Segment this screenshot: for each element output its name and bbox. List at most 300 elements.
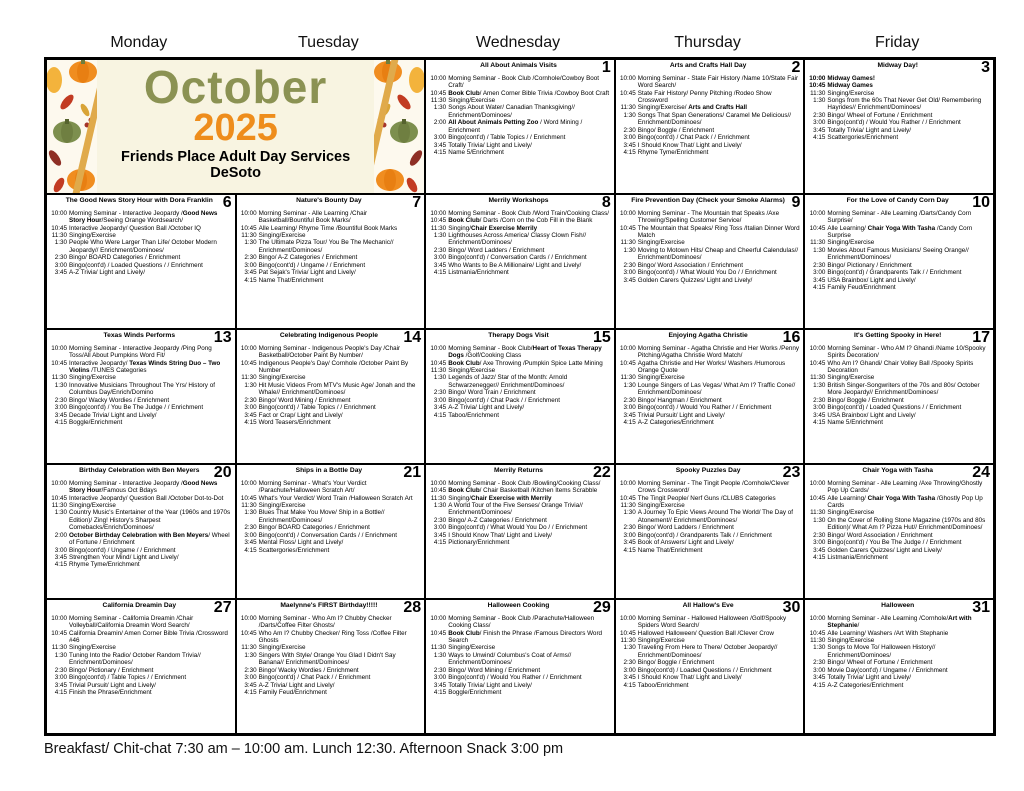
event-row xyxy=(617,509,802,524)
event-time: 10:00 xyxy=(809,209,826,217)
event-text: Singing/Exercise xyxy=(448,644,496,652)
event-text: Word Teasers/Enrichment xyxy=(258,418,331,426)
event-time: 11:30 xyxy=(620,239,636,247)
event-row xyxy=(617,382,802,397)
event-time: 10:45 xyxy=(430,217,447,225)
event-row xyxy=(617,134,802,141)
event-time: 10:00 xyxy=(240,344,257,352)
event-text: Bingo(cont'd) / What Would You Do / / Enrichment xyxy=(448,524,588,532)
event-time: 11:30 xyxy=(430,644,447,652)
event-text: A-Z Trivia/ Light and Lively/ xyxy=(448,404,525,412)
event-row xyxy=(806,637,991,644)
day-number: 16 xyxy=(782,329,801,346)
event-time: 10:00 xyxy=(809,614,826,622)
event-time: 2:30 xyxy=(433,389,447,397)
event-row xyxy=(427,75,612,90)
event-row xyxy=(48,419,233,426)
event-text: Bingo/ Boggle / Enrichment xyxy=(637,126,715,134)
event-time: 3:00 xyxy=(244,674,257,682)
event-time: 3:00 xyxy=(623,404,636,412)
event-row xyxy=(617,345,802,360)
event-text: Ways to Unwind/ Columbus's Coat of Arms// Enrichment/Dominoes/ xyxy=(448,651,572,667)
calendar-day-cell xyxy=(804,599,994,734)
event-time: 2:30 xyxy=(813,111,826,119)
event-time: 11:30 xyxy=(241,374,257,382)
event-time: 4:15 xyxy=(813,283,826,291)
event-row xyxy=(427,502,612,517)
calendar-day-cell xyxy=(425,59,615,194)
event-row xyxy=(617,149,802,156)
day-number: 1 xyxy=(601,59,611,76)
event-text: Morning Seminar - What's Your Verdict /Parachute/Halloween Scratch Art/ xyxy=(258,479,367,495)
event-text: Listmania/Enrichment xyxy=(827,553,888,561)
weekday-header-row xyxy=(44,34,992,52)
event-text: Bingo(cont'd) / Table Topics / / Enrichment xyxy=(69,674,187,682)
event-row xyxy=(238,539,423,546)
event-text: Alle Learning/ Washers /Art With Stephanie xyxy=(827,629,949,637)
event-row xyxy=(427,487,612,494)
event-text: Bingo(cont'd) / Ungame / / Enrichment xyxy=(258,261,366,269)
event-time: 10:00 xyxy=(430,74,447,82)
event-row xyxy=(238,524,423,531)
event-text: Totally Trivia/ Light and Lively/ xyxy=(827,674,912,682)
event-row xyxy=(427,517,612,524)
calendar-day-cell xyxy=(804,464,994,599)
event-text: Bingo(cont'd) / Grandparents Talk / / Enrichment xyxy=(827,269,962,277)
event-time: 10:00 xyxy=(51,479,67,487)
calendar-day-cell xyxy=(804,194,994,329)
event-time: 2:30 xyxy=(813,396,826,404)
event-time: 11:30 xyxy=(620,501,636,509)
meal-schedule-note: Breakfast/ Chit-chat 7:30 am – 10:00 am. Lunch 12:30. Afternoon Snack 3:00 pm xyxy=(44,741,564,757)
event-text: British Singer-Songwriters of the 70s and 80s/ October More Jeopardy// Enrichment/Dominoes/ xyxy=(827,381,980,397)
event-time: 10:00 xyxy=(430,209,447,217)
event-text: Pictionary/Enrichment xyxy=(448,539,510,547)
event-time: 10:00 xyxy=(51,344,67,352)
event-row xyxy=(806,517,991,532)
event-row xyxy=(238,404,423,411)
event-time: 11:30 xyxy=(51,501,67,509)
event-row xyxy=(48,652,233,667)
event-text: The Ultimate Pizza Tour/ You Be The Mechanic// Enrichment/Dominoes/ xyxy=(258,239,394,254)
calendar-grid xyxy=(44,57,996,736)
day-number: 8 xyxy=(601,194,611,211)
event-row xyxy=(806,412,991,419)
day-number: 31 xyxy=(972,599,990,616)
event-row xyxy=(617,615,802,630)
event-time: 10:00 xyxy=(430,614,447,622)
event-text: Singing/Exercise xyxy=(69,374,116,382)
event-time: 4:15 xyxy=(623,681,636,689)
event-row xyxy=(48,269,233,276)
event-row xyxy=(48,674,233,681)
event-text: Bingo(cont'd) / Conversation Cards / / Enrichment xyxy=(258,531,397,539)
event-time: 10:45 xyxy=(809,494,826,502)
event-row xyxy=(617,112,802,127)
event-row xyxy=(238,382,423,397)
event-list xyxy=(427,480,612,547)
event-text: Singing/Exercise xyxy=(69,231,116,239)
event-text: Songs to Move To/ Halloween History// Enrichment/Dominoes/ xyxy=(827,644,936,659)
event-time: 3:45 xyxy=(813,411,826,419)
day-title: Merrily Returns xyxy=(493,467,544,474)
event-list xyxy=(806,615,991,689)
calendar-day-cell xyxy=(236,464,426,599)
event-time: 10:45 xyxy=(51,629,67,637)
event-time: 4:15 xyxy=(813,134,826,142)
event-text: Boggle/Enrichment xyxy=(69,418,123,426)
event-list xyxy=(48,480,233,569)
event-time: 2:30 xyxy=(813,659,826,667)
event-time: 4:15 xyxy=(433,148,447,156)
event-row xyxy=(238,495,423,502)
event-text: Indigenous People's Day/ Cornhole /October Paint By Number xyxy=(258,359,409,374)
event-time: 3:45 xyxy=(623,141,636,149)
day-title: All Hallow's Eve xyxy=(682,602,734,609)
event-time: 1:30 xyxy=(623,381,636,389)
day-number: 17 xyxy=(972,329,990,346)
event-time: 10:45 xyxy=(809,629,826,637)
event-time: 4:15 xyxy=(54,561,67,569)
event-text: Hallowed Halloween/ Question Ball /Clever Crow xyxy=(637,629,774,637)
event-time: 10:00 xyxy=(809,74,826,82)
event-row xyxy=(427,389,612,396)
event-time: 10:45 xyxy=(620,89,636,97)
event-text: Singing/Exercise xyxy=(827,374,875,382)
day-title: Therapy Dogs Visit xyxy=(488,332,549,339)
event-time: 11:30 xyxy=(430,224,447,232)
calendar-day-cell xyxy=(425,464,615,599)
event-text: Bingo(cont'd) / What Would You Do / / Enrichment xyxy=(637,269,777,277)
event-time: 11:30 xyxy=(241,501,257,509)
event-row xyxy=(427,682,612,689)
event-row xyxy=(427,674,612,681)
event-text: Bingo(cont'd) / Loaded Questions / / Enrichment xyxy=(827,404,962,412)
event-text: Alle Learning/ Rhyme Time /Bountiful Book Marks xyxy=(258,224,398,232)
event-text: Country Music's Entertainer of the Year (1960s and 1970s Edition)/ Zing! History's Sharpest Comebacks/Enrich/Dominoes/ xyxy=(69,509,231,532)
event-row xyxy=(806,682,991,689)
event-time: 2:30 xyxy=(54,254,67,262)
day-number: 15 xyxy=(593,329,611,346)
day-number: 27 xyxy=(213,599,232,616)
event-text: Alle Learning/ Chair Yoga With Tasha /Ghostly Pop Up Cards xyxy=(827,494,983,509)
event-text: Singing/Exercise xyxy=(69,644,116,652)
event-time: 11:30 xyxy=(810,509,826,517)
weekday-monday: Monday xyxy=(110,34,168,51)
event-time: 1:30 xyxy=(433,374,447,382)
event-text: Morning Seminar - Book Club /Word Train/Cooking Class/ xyxy=(448,209,610,217)
event-row xyxy=(427,532,612,539)
calendar-day-cell xyxy=(46,329,236,464)
event-text: Rhyme Tyme/Enrichment xyxy=(69,561,140,569)
day-number: 10 xyxy=(972,194,990,211)
event-time: 10:00 xyxy=(809,344,826,352)
event-text: A-Z Categories/Enrichment xyxy=(827,681,904,689)
event-time: 3:45 xyxy=(813,674,826,682)
event-list xyxy=(806,480,991,562)
event-row xyxy=(238,480,423,495)
event-row xyxy=(427,374,612,389)
day-title: Maelynne's FIRST Birthday!!!!! xyxy=(280,602,378,609)
event-time: 1:30 xyxy=(433,231,447,239)
event-time: 10:00 xyxy=(51,614,67,622)
event-row xyxy=(427,210,612,217)
event-list xyxy=(617,75,802,157)
event-time: 11:30 xyxy=(51,644,67,652)
event-list xyxy=(48,345,233,427)
day-number: 28 xyxy=(403,599,422,616)
event-time: 11:30 xyxy=(620,374,636,382)
event-row xyxy=(48,382,233,397)
event-text: Golden Carers Quizzes/ Light and Lively/ xyxy=(637,276,753,284)
event-text: Midway Games! xyxy=(827,74,875,82)
event-time: 11:30 xyxy=(430,494,447,502)
event-text: Singing/Exercise xyxy=(827,636,875,644)
event-row xyxy=(806,547,991,554)
event-text: Trivial Pursuit/ Light and Lively/ xyxy=(69,681,156,689)
event-row xyxy=(238,615,423,630)
event-time: 10:45 xyxy=(51,224,67,232)
event-text: Interactive Jeopardy/ Question Ball /October IQ xyxy=(69,224,201,232)
calendar-day-cell xyxy=(615,59,805,194)
event-text: Singing/Exercise xyxy=(827,509,875,517)
event-text: Singing/Exercise/ Arts and Crafts Hall xyxy=(637,104,747,112)
event-time: 1:30 xyxy=(623,246,636,254)
event-row xyxy=(806,82,991,89)
event-list xyxy=(806,345,991,427)
event-row xyxy=(238,547,423,554)
event-row xyxy=(806,532,991,539)
event-time: 10:45 xyxy=(809,82,826,90)
event-list xyxy=(427,345,612,419)
event-time: 2:30 xyxy=(433,666,447,674)
event-time: 4:15 xyxy=(433,269,447,277)
event-row xyxy=(806,262,991,269)
event-time: 4:15 xyxy=(244,418,257,426)
event-text: Singing/Exercise xyxy=(827,89,875,97)
event-row xyxy=(617,75,802,90)
day-title: It's Getting Spooky in Here! xyxy=(853,332,942,339)
event-time: 3:00 xyxy=(54,674,67,682)
day-title: For the Love of Candy Corn Day xyxy=(846,197,949,204)
event-text: Boggle/Enrichment xyxy=(448,688,502,696)
event-row xyxy=(617,269,802,276)
event-text: Morning Seminar - Alle Learning /Cornhole/Art with Stephanie/ xyxy=(827,614,972,630)
event-row xyxy=(427,412,612,419)
event-row xyxy=(238,644,423,651)
event-list xyxy=(238,345,423,427)
event-row xyxy=(617,360,802,375)
event-text: Hit Music Videos From MTV's Music Age/ Jonah and the Whale// Enrichment/Dominoes/ xyxy=(258,381,416,397)
event-time: 4:15 xyxy=(813,418,826,426)
event-row xyxy=(48,480,233,495)
event-list xyxy=(617,615,802,689)
event-row xyxy=(806,495,991,510)
event-text: Singing/Exercise xyxy=(69,501,116,509)
calendar-day-cell xyxy=(425,194,615,329)
event-row xyxy=(48,615,233,630)
event-row xyxy=(427,539,612,546)
event-row xyxy=(427,495,612,502)
event-time: 10:45 xyxy=(620,494,636,502)
event-row xyxy=(427,142,612,149)
event-text: Bingo(cont'd) / Table Topics / / Enrichment xyxy=(448,134,566,142)
day-number: 21 xyxy=(403,464,422,481)
event-text: Fact or Crap/ Light and Lively/ xyxy=(258,411,343,419)
event-text: Bingo/ Word Association / Enrichment xyxy=(827,531,933,539)
month-banner-center xyxy=(97,60,374,193)
event-row xyxy=(806,630,991,637)
event-text: Totally Trivia/ Light and Lively/ xyxy=(448,681,532,689)
event-time: 1:30 xyxy=(813,246,826,254)
event-text: Who Am I? Ghandi/ Chair Volley Ball /Spooky Spirits Decoration xyxy=(827,359,974,374)
event-time: 3:45 xyxy=(54,411,67,419)
event-text: Listmania/Enrichment xyxy=(448,269,509,277)
event-row xyxy=(48,667,233,674)
event-list xyxy=(617,345,802,427)
event-text: Scattergories/Enrichment xyxy=(258,546,330,554)
event-time: 2:30 xyxy=(813,531,826,539)
event-row xyxy=(238,667,423,674)
event-text: On the Cover of Rolling Stone Magazine (1970s and 80s Edition)/ What Am I? Pizza Hut// Enrichment/Dominoes/ xyxy=(827,516,986,532)
event-text: California Dreamin/ Amen Corner Bible Trivia /Crossword #46 xyxy=(69,629,228,644)
event-row xyxy=(238,674,423,681)
event-text: Singing/Exercise xyxy=(637,374,685,382)
event-row xyxy=(617,239,802,246)
event-text: I Should Know That/ Light and Lively/ xyxy=(637,141,742,149)
event-time: 4:15 xyxy=(813,681,826,689)
event-list xyxy=(427,210,612,277)
event-row xyxy=(427,262,612,269)
event-row xyxy=(806,112,991,119)
event-row xyxy=(238,397,423,404)
event-text: Bingo/ Wacky Wordies / Enrichment xyxy=(69,396,170,404)
event-text: Bingo/ Pictionary / Enrichment xyxy=(827,261,912,269)
event-time: 3:45 xyxy=(813,276,826,284)
event-row xyxy=(238,532,423,539)
day-title: Merrily Workshops xyxy=(488,197,549,204)
event-text: Bingo(cont'd) / You Be The Judge / / Enrichment xyxy=(827,539,962,547)
event-row xyxy=(806,225,991,240)
event-time: 10:45 xyxy=(430,89,447,97)
event-row xyxy=(617,277,802,284)
event-text: Finish the Phrase/Enrichment xyxy=(69,688,152,696)
event-row xyxy=(238,502,423,509)
event-row xyxy=(427,524,612,531)
event-text: Alle Learning/ Chair Yoga With Tasha /Candy Corn Surprise xyxy=(827,224,973,239)
event-time: 3:45 xyxy=(244,681,257,689)
event-text: Book Club/ Darts /Corn on the Cob Fill in the Blank xyxy=(448,217,593,225)
event-row xyxy=(806,127,991,134)
event-row xyxy=(806,239,991,246)
event-text: Bingo/ BOARD Categories / Enrichment xyxy=(69,254,181,262)
event-time: 3:00 xyxy=(623,134,636,142)
event-time: 11:30 xyxy=(810,636,826,644)
event-row xyxy=(48,689,233,696)
event-text: Traveling From Here to There/ October Jeopardy// Enrichment/Dominoes/ xyxy=(637,644,778,659)
event-row xyxy=(806,397,991,404)
event-text: Moving to Motown Hits/ Cheap and Cheerful Calendulas// Enrichment/Dominoes/ xyxy=(637,246,799,262)
event-list xyxy=(48,615,233,697)
event-time: 3:00 xyxy=(244,531,257,539)
event-text: Morning Seminar - Book Club /Bowling/Cooking Class/ xyxy=(448,479,601,487)
event-text: Morning Seminar - Alle Learning /Chair Basketball/Bountiful Book Marks/ xyxy=(258,209,368,225)
day-number: 22 xyxy=(593,464,611,481)
event-time: 4:15 xyxy=(813,553,826,561)
event-row xyxy=(427,269,612,276)
event-row xyxy=(238,277,423,284)
event-row xyxy=(617,674,802,681)
event-row xyxy=(48,630,233,645)
event-text: Book of Answers/ Light and Lively/ xyxy=(637,539,734,547)
event-text: Singing/Exercise xyxy=(448,96,496,104)
event-text: Bingo(cont'd) / Grandparents Talk / / Enrichment xyxy=(637,531,772,539)
event-text: Trivial Pursuit/ Light and Lively/ xyxy=(637,411,725,419)
event-text: Bingo/ BOARD Categories / Enrichment xyxy=(258,524,370,532)
event-row xyxy=(806,674,991,681)
event-row xyxy=(617,262,802,269)
event-time: 11:30 xyxy=(51,231,67,239)
event-text: Morning Seminar - State Fair History /Name 10/State Fair Word Search/ xyxy=(637,74,799,90)
event-time: 1:30 xyxy=(244,381,257,389)
event-time: 10:45 xyxy=(620,224,636,232)
event-time: 3:00 xyxy=(433,254,447,262)
day-number: 9 xyxy=(791,194,801,211)
event-row xyxy=(806,615,991,630)
event-text: Morning Seminar - Hallowed Halloween /Golf/Spooky Spiders Word Search/ xyxy=(637,614,787,630)
event-row xyxy=(806,382,991,397)
event-text: Singing/Exercise xyxy=(258,644,306,652)
event-time: 10:00 xyxy=(430,344,447,352)
calendar-day-cell xyxy=(804,329,994,464)
event-time: 1:30 xyxy=(433,651,447,659)
event-row xyxy=(806,539,991,546)
day-number: 6 xyxy=(222,194,232,211)
event-row xyxy=(427,404,612,411)
event-text: Interactive Jeopardy/ Question Ball /October Dot-to-Dot xyxy=(69,494,224,502)
event-list xyxy=(427,615,612,697)
event-time: 2:30 xyxy=(623,659,636,667)
event-time: 4:15 xyxy=(433,539,447,547)
event-time: 3:45 xyxy=(244,269,257,277)
event-time: 10:45 xyxy=(240,629,257,637)
event-time: 2:30 xyxy=(623,261,636,269)
day-title: Birthday Celebration with Ben Meyers xyxy=(79,467,200,474)
event-text: Book Club/ Finish the Phrase /Famous Directors Word Search xyxy=(448,629,603,644)
event-text: Book Club/ Chair Basketball /Kitchen Items Scrabble xyxy=(448,487,598,495)
event-text: Morning Seminar - Interactive Jeopardy /Good News Story Hour/Famous Oct Bdays xyxy=(69,479,218,495)
event-text: Singing/Exercise xyxy=(258,501,306,509)
event-row xyxy=(617,495,802,502)
event-time: 3:00 xyxy=(433,674,447,682)
event-text: Blues That Make You Move/ Ship in a Bottle// Enrichment/Dominoes/ xyxy=(258,509,385,524)
event-list xyxy=(238,615,423,697)
event-row xyxy=(427,360,612,367)
event-row xyxy=(617,397,802,404)
event-text: Bingo/ A-Z Categories / Enrichment xyxy=(448,516,547,524)
event-text: Singing/Exercise xyxy=(637,636,685,644)
weekday-tuesday: Tuesday xyxy=(298,34,359,51)
event-text: Taboo/Enrichment xyxy=(637,681,689,689)
event-time: 3:45 xyxy=(433,681,447,689)
event-text: Lounge Singers of Las Vegas/ What Am I? Traffic Cone// Enrichment/Dominoes/ xyxy=(637,381,796,397)
event-text: Movies About Famous Musicians/ Seeing Orange// Enrichment/Dominoes/ xyxy=(827,246,969,262)
event-row xyxy=(238,412,423,419)
event-row xyxy=(238,689,423,696)
event-text: Who Am I? Chubby Checker/ Ring Toss /Coffee Filter Ghosts xyxy=(258,629,407,644)
event-row xyxy=(617,682,802,689)
event-text: Taboo/Enrichment xyxy=(448,411,499,419)
